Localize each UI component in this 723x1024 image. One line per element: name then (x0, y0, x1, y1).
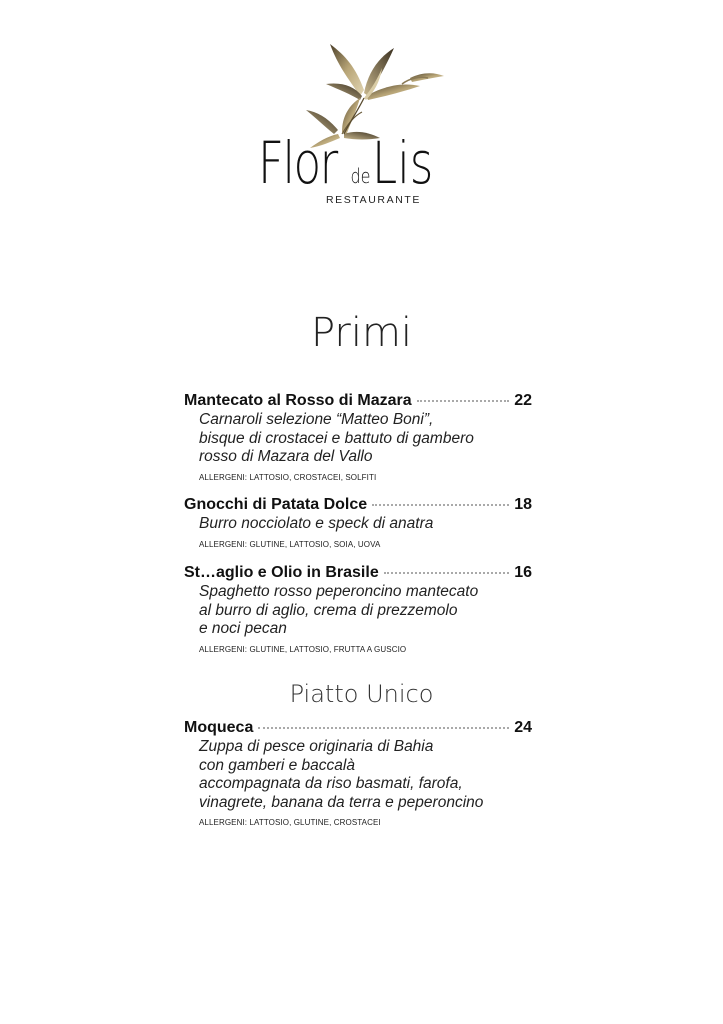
logo-word-flor: Flor (258, 129, 337, 197)
dot-leader (417, 400, 510, 402)
section-title-primi: Primi (310, 310, 413, 356)
description-line: vinagrete, banana da terra e peperoncino (199, 793, 484, 811)
menu-item (184, 392, 532, 482)
logo-subtitle: RESTAURANTE (326, 194, 421, 206)
item-allergens: ALLERGENI: LATTOSIO, GLUTINE, CROSTACEI (199, 818, 381, 827)
item-price: 16 (514, 564, 532, 581)
item-name: Moqueca (184, 719, 254, 736)
description-line: con gamberi e baccalà (199, 756, 355, 774)
dot-leader (384, 572, 509, 574)
description-line: Carnaroli selezione “Matteo Boni”, (199, 411, 434, 428)
item-description (199, 515, 532, 534)
item-name: Gnocchi di Patata Dolce (184, 496, 368, 513)
item-allergens: ALLERGENI: GLUTINE, LATTOSIO, SOIA, UOVA (199, 539, 381, 549)
item-price: 18 (514, 496, 532, 513)
item-name: Mantecato al Rosso di Mazara (184, 392, 412, 409)
menu-item (184, 719, 532, 827)
description-line: Zuppa di pesce originaria di Bahia (199, 738, 434, 755)
item-name: St…aglio e Olio in Brasile (184, 564, 379, 581)
menu-item (184, 564, 532, 654)
item-allergens: ALLERGENI: GLUTINE, LATTOSIO, FRUTTA A GUSCIO (199, 644, 407, 654)
item-price: 24 (514, 719, 532, 736)
dot-leader (258, 727, 509, 729)
item-description (199, 411, 532, 467)
description-line: Burro nocciolato e speck di anatra (199, 515, 434, 532)
item-price: 22 (514, 392, 532, 409)
menu-item (184, 496, 532, 549)
section-title-piatto-unico: Piatto Unico (289, 680, 434, 708)
description-line: Spaghetto rosso peperoncino mantecato (199, 583, 479, 600)
item-description (199, 738, 532, 812)
description-line: rosso di Mazara del Vallo (199, 448, 373, 465)
logo-word-lis: Lis (372, 129, 434, 197)
item-description (199, 583, 532, 639)
description-line: al burro di aglio, crema di prezzemolo (199, 601, 458, 619)
dot-leader (372, 504, 509, 506)
description-line: e noci pecan (199, 620, 287, 637)
description-line: bisque di crostacei e battuto di gambero (199, 429, 474, 447)
description-line: accompagnata da riso basmati, farofa, (199, 775, 463, 792)
logo-word-de: de (350, 164, 371, 188)
item-allergens: ALLERGENI: LATTOSIO, CROSTACEI, SOLFITI (199, 472, 377, 482)
restaurant-logo (258, 38, 463, 210)
